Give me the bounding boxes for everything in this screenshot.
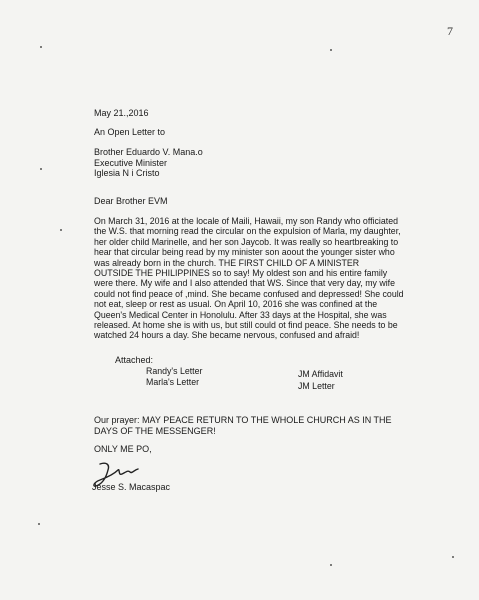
scan-speck bbox=[60, 229, 62, 231]
attachment-item: JM Affidavit bbox=[298, 369, 343, 379]
body-line: watched 24 hours a day. She became nervous, confused and afraid! bbox=[94, 330, 360, 341]
scan-speck bbox=[40, 46, 42, 48]
prayer-line: Our prayer: MAY PEACE RETURN TO THE WHOLE CHURCH AS IN THE bbox=[94, 415, 392, 425]
letter-body bbox=[94, 216, 449, 341]
body-line: was already born in the church. THE FIRST CHILD OF A MINISTER bbox=[94, 257, 360, 268]
addressee-name: Brother Eduardo V. Mana.o bbox=[94, 147, 203, 157]
body-line: hear that circular being read by my minister son aoout the younger sister who bbox=[94, 247, 395, 258]
attached-label: Attached: bbox=[115, 355, 154, 365]
page-number-mark: 7 bbox=[447, 24, 453, 38]
prayer-block bbox=[94, 415, 454, 436]
scan-speck bbox=[38, 523, 40, 525]
body-line: not eat, sleep or rest as usual. On April 10, 2016 she was confined at the bbox=[94, 299, 378, 310]
body-line: released. At home she is with us, but still could ot find peace. She needs to be bbox=[94, 320, 398, 331]
letter-date: May 21.,2016 bbox=[94, 108, 149, 118]
scan-speck bbox=[40, 168, 42, 170]
letter-salutation: An Open Letter to bbox=[94, 127, 166, 137]
body-line: were there. My wife and I also attended that WS. Since that very day, my wife bbox=[94, 278, 396, 289]
addressee-title: Executive Minister bbox=[94, 157, 168, 168]
letter-greeting: Dear Brother EVM bbox=[94, 196, 168, 206]
attachment-item: Marla's Letter bbox=[146, 377, 200, 387]
body-line: Queen's Medical Center in Honolulu. After 33 days at the Hospital, she was bbox=[94, 309, 387, 320]
scan-speck bbox=[452, 556, 454, 558]
body-line: could not find peace of ,mind. She became confused and depressed! She could bbox=[94, 288, 404, 299]
scan-speck bbox=[330, 49, 332, 51]
addressee-block bbox=[94, 147, 203, 179]
body-line: On March 31, 2016 at the locale of Maili, Hawaii, my son Randy who officiated bbox=[94, 216, 398, 226]
signatory-name: Jesse S. Macaspac bbox=[92, 482, 171, 492]
body-line: the W.S. that morning read the circular on the expulsion of Marla, my daughter, bbox=[94, 226, 401, 237]
prayer-line: DAYS OF THE MESSENGER! bbox=[94, 425, 216, 436]
body-line: her older child Marinelle, and her son Jaycob. It was really so heartbreaking to bbox=[94, 236, 399, 247]
attachment-item: JM Letter bbox=[298, 381, 335, 391]
attachment-item: Randy's Letter bbox=[146, 366, 203, 376]
letter-closing: ONLY ME PO, bbox=[94, 444, 152, 454]
body-line: OUTSIDE THE PHILIPPINES so to say! My oldest son and his entire family bbox=[94, 268, 388, 279]
addressee-org: Iglesia N i Cristo bbox=[94, 168, 160, 178]
scan-speck bbox=[330, 564, 332, 566]
